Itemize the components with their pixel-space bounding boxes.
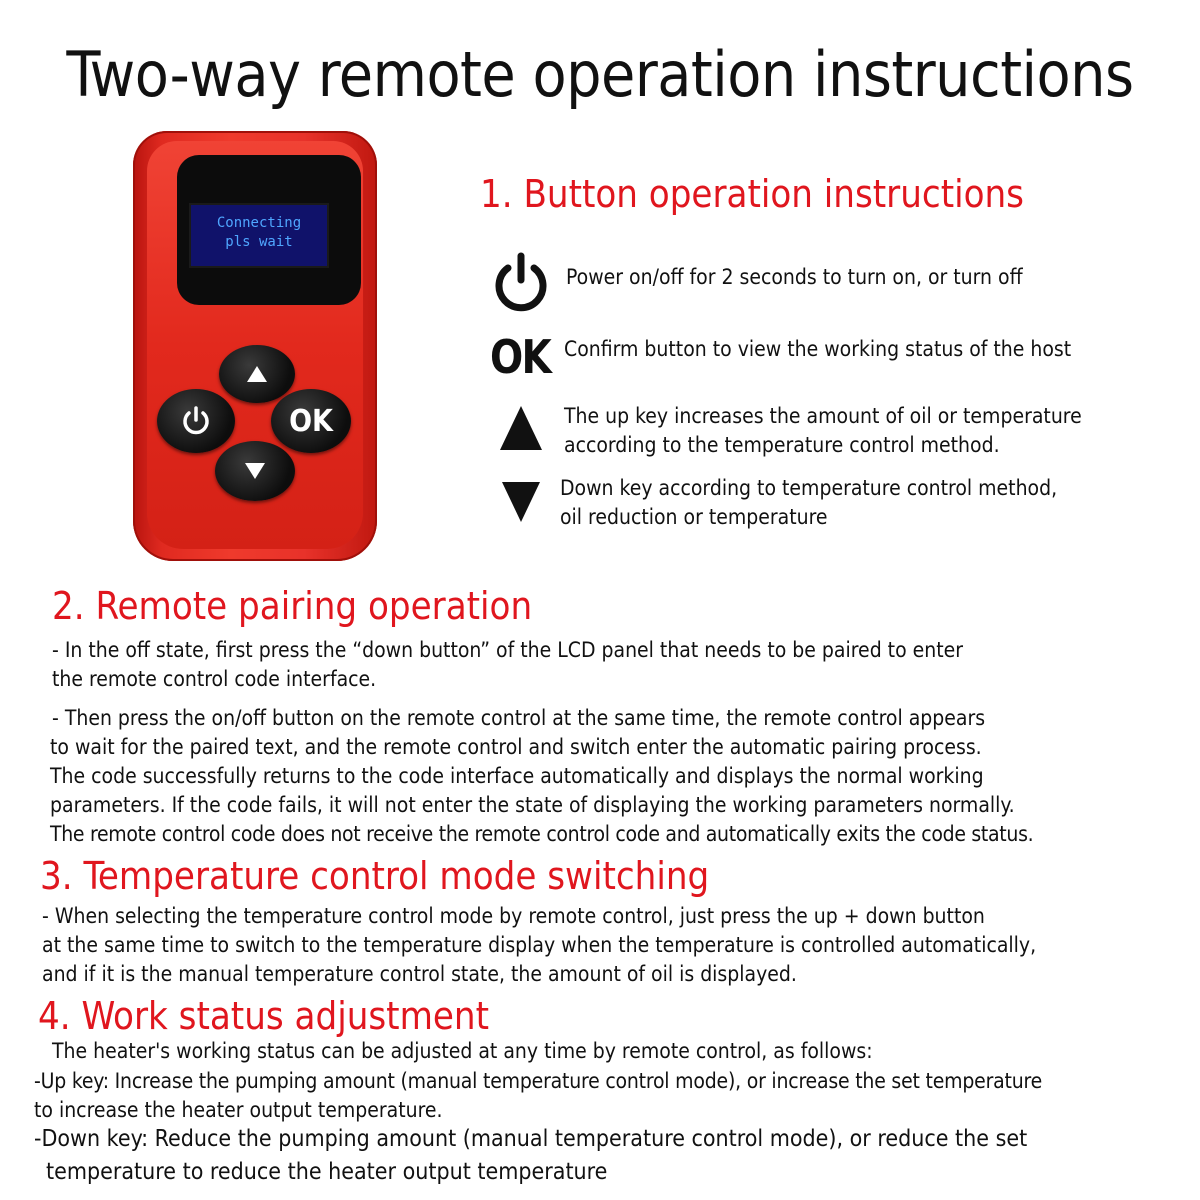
section-2-line: the remote control code interface. bbox=[52, 667, 377, 691]
section-1-heading: 1. Button operation instructions bbox=[480, 172, 1024, 216]
section-2-line: to wait for the paired text, and the remote control and switch enter the automatic pairing process. bbox=[50, 735, 982, 759]
section-1-item-4-line-1: Down key according to temperature control method, bbox=[560, 476, 1058, 500]
section-1-item-3-line-2: according to the temperature control method. bbox=[564, 433, 1000, 457]
section-2-line: The code successfully returns to the code interface automatically and displays the normal working bbox=[50, 764, 984, 788]
remote-control-image bbox=[133, 131, 377, 561]
down-arrow-icon bbox=[243, 461, 267, 481]
remote-down-button bbox=[215, 441, 295, 501]
section-4-line: The heater's working status can be adjusted at any time by remote control, as follows: bbox=[52, 1039, 873, 1063]
section-4-line: -Down key: Reduce the pumping amount (manual temperature control mode), or reduce the set bbox=[34, 1126, 1028, 1152]
remote-up-button bbox=[219, 345, 295, 403]
section-2-line: - Then press the on/off button on the remote control at the same time, the remote control appears bbox=[52, 706, 986, 730]
remote-ok-button bbox=[271, 389, 351, 453]
section-3-line: at the same time to switch to the temperature display when the temperature is controlled automatically, bbox=[42, 933, 1037, 957]
up-triangle-icon bbox=[498, 404, 544, 456]
power-icon bbox=[492, 252, 550, 316]
down-triangle-icon bbox=[500, 480, 542, 528]
section-3-line: - When selecting the temperature control mode by remote control, just press the up + down button bbox=[42, 904, 985, 928]
section-3-line: and if it is the manual temperature control state, the amount of oil is displayed. bbox=[42, 962, 797, 986]
up-arrow-icon bbox=[245, 364, 269, 384]
section-4-line: to increase the heater output temperature. bbox=[34, 1098, 443, 1122]
section-4-line: -Up key: Increase the pumping amount (manual temperature control mode), or increase the set temperature bbox=[34, 1069, 1043, 1093]
page-title: Two-way remote operation instructions bbox=[66, 38, 1134, 111]
remote-power-button bbox=[157, 389, 235, 453]
section-2-heading: 2. Remote pairing operation bbox=[52, 584, 533, 628]
remote-screen-bezel bbox=[177, 155, 361, 305]
power-icon-small bbox=[179, 404, 213, 438]
section-4-line: temperature to reduce the heater output temperature bbox=[46, 1159, 608, 1185]
section-2-line: The remote control code does not receive the remote control code and automatically exits the code status. bbox=[50, 822, 1034, 846]
lcd-line-1: Connecting bbox=[216, 215, 302, 231]
section-1-item-3-line-1: The up key increases the amount of oil or temperature bbox=[564, 404, 1082, 428]
section-3-heading: 3. Temperature control mode switching bbox=[40, 854, 710, 898]
section-1-item-4-line-2: oil reduction or temperature bbox=[560, 505, 828, 529]
section-1-item-1: Power on/off for 2 seconds to turn on, or turn off bbox=[566, 265, 1023, 289]
ok-icon: OK bbox=[490, 330, 551, 384]
section-4-heading: 4. Work status adjustment bbox=[38, 994, 489, 1038]
remote-ok-label: OK bbox=[289, 403, 333, 439]
lcd-line-2: pls wait bbox=[225, 234, 293, 250]
section-1-item-2: Confirm button to view the working status of the host bbox=[564, 337, 1072, 361]
section-2-line: parameters. If the code fails, it will not enter the state of displaying the working parameters normally. bbox=[50, 793, 1015, 817]
section-2-line: - In the off state, first press the “down button” of the LCD panel that needs to be paired to enter bbox=[52, 638, 964, 662]
remote-lcd-screen bbox=[189, 203, 329, 268]
